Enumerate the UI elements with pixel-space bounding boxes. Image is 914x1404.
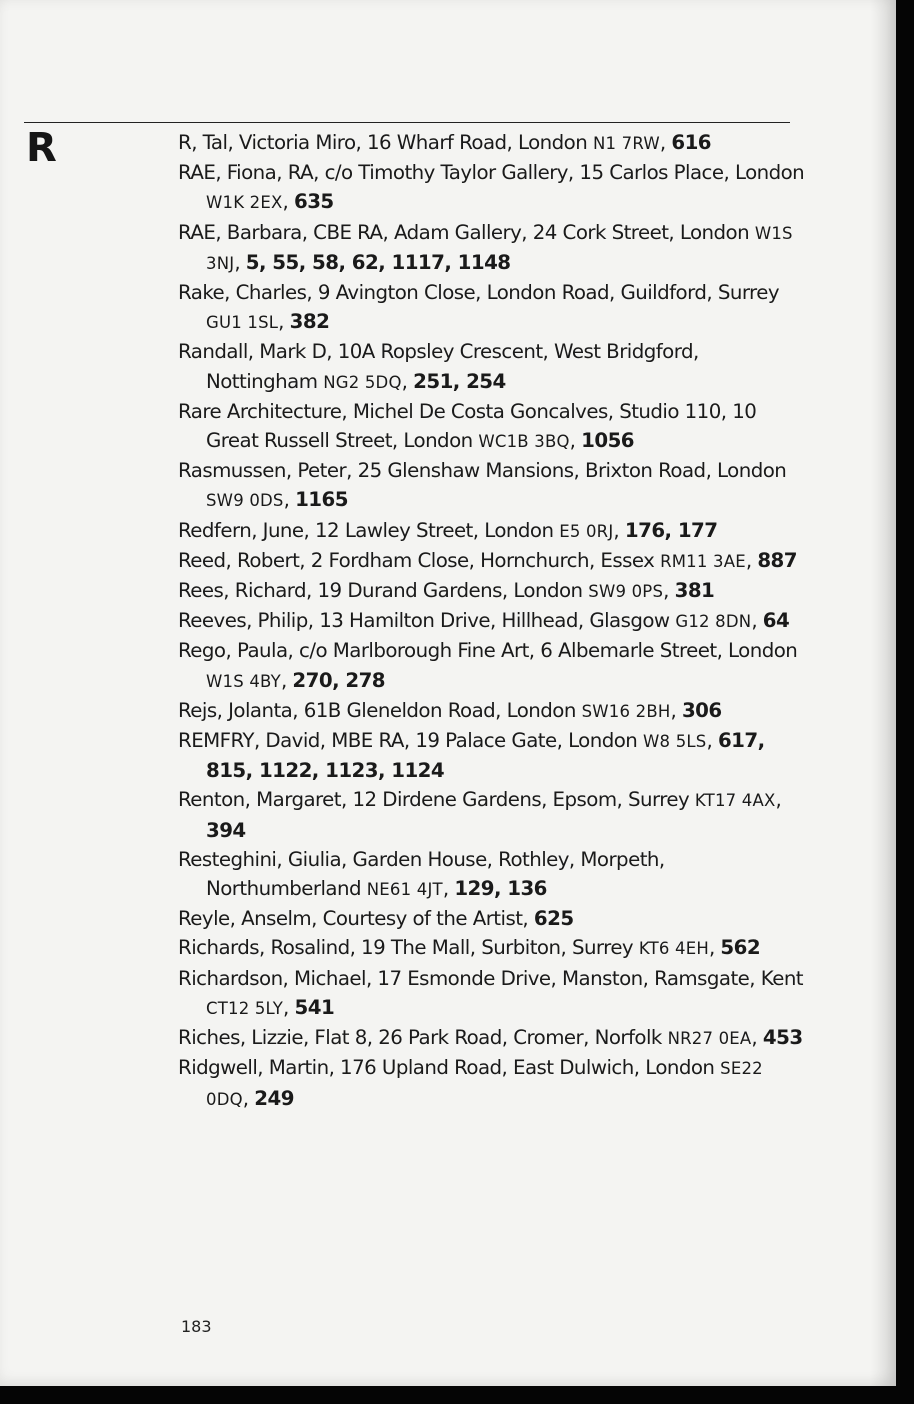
index-entry: R, Tal, Victoria Miro, 16 Wharf Road, London N1 7RW, 616 (178, 131, 712, 154)
index-entry: Reeves, Philip, 13 Hamilton Drive, Hillhead, Glasgow G12 8DN, 64 (178, 609, 790, 633)
entry-postcode: NR27 0EA (667, 1029, 752, 1049)
entry-pages: 625 (533, 907, 574, 931)
entry-text: R, Tal, Victoria Miro, 16 Wharf Road, London (178, 131, 588, 154)
entry-pages: 64 (762, 609, 790, 633)
entry-text: Reyle, Anselm, Courtesy of the Artist, (178, 907, 529, 931)
entry-text: Redfern, June, 12 Lawley Street, London (178, 518, 554, 542)
entry-pages: 453 (762, 1026, 803, 1050)
entry-pages: 394 (206, 818, 246, 842)
entry-pages: 617, 815, 1122, 1123, 1124 (206, 729, 765, 783)
entry-text: Riches, Lizzie, Flat 8, 26 Park Road, Cromer, Norfolk (178, 1026, 662, 1050)
entry-text: Reed, Robert, 2 Fordham Close, Hornchurch, Essex (178, 548, 655, 572)
entry-pages: 541 (294, 995, 335, 1019)
entry-pages: 381 (674, 579, 715, 603)
entry-postcode: G12 8DN (675, 612, 752, 632)
index-entry: Riches, Lizzie, Flat 8, 26 Park Road, Cromer, Norfolk NR27 0EA, 453 (178, 1026, 803, 1050)
entry-pages: 562 (720, 936, 761, 960)
entry-text: Renton, Margaret, 12 Dirdene Gardens, Epsom, Surrey (178, 788, 690, 812)
index-entry: Resteghini, Giulia, Garden House, Rothley, Morpeth, Northumberland NE61 4JT, 129, 136 (178, 847, 665, 901)
entry-text: Richardson, Michael, 17 Esmonde Drive, Manston, Ramsgate, Kent (178, 966, 804, 990)
entry-postcode: NE61 4JT (366, 880, 443, 900)
entry-text: Rasmussen, Peter, 25 Glenshaw Mansions, Brixton Road, London (178, 459, 787, 483)
entry-postcode: RM11 3AE (660, 551, 746, 571)
page-edge-shadow (870, 0, 896, 1386)
index-entry: REMFRY, David, MBE RA, 19 Palace Gate, London W8 5LS, 617, 815, 1122, 1123, 1124 (178, 729, 765, 783)
index-entries (178, 128, 808, 1114)
entry-text: Reeves, Philip, 13 Hamilton Drive, Hillhead, Glasgow (178, 609, 670, 633)
index-entry: Rasmussen, Peter, 25 Glenshaw Mansions, Brixton Road, London SW9 0DS, 1165 (178, 459, 787, 512)
entry-pages: 306 (681, 698, 722, 722)
index-entry: Randall, Mark D, 10A Ropsley Crescent, West Bridgford, Nottingham NG2 5DQ, 251, 254 (178, 340, 699, 393)
entry-pages: 176, 177 (624, 518, 718, 542)
entry-text: Rego, Paula, c/o Marlborough Fine Art, 6 Albemarle Street, London (178, 639, 798, 663)
index-entry: Rake, Charles, 9 Avington Close, London Road, Guildford, Surrey GU1 1SL, 382 (178, 281, 779, 334)
entry-postcode: W8 5LS (643, 732, 707, 752)
entry-pages: 270, 278 (292, 668, 386, 692)
index-entry: Reed, Robert, 2 Fordham Close, Hornchurch, Essex RM11 3AE, 887 (178, 548, 797, 572)
index-entry: Richards, Rosalind, 19 The Mall, Surbiton, Surrey KT6 4EH, 562 (178, 936, 761, 960)
entry-pages: 887 (757, 548, 797, 572)
entry-text: REMFRY, David, MBE RA, 19 Palace Gate, London (178, 729, 638, 753)
entry-text: RAE, Fiona, RA, c/o Timothy Taylor Gallery, 15 Carlos Place, London (178, 161, 805, 185)
index-entry: RAE, Fiona, RA, c/o Timothy Taylor Gallery, 15 Carlos Place, London W1K 2EX, 635 (178, 161, 805, 214)
entry-postcode: CT12 5LY (206, 998, 284, 1018)
entry-postcode: WC1B 3BQ (478, 432, 570, 452)
entry-postcode: N1 7RW (592, 134, 660, 153)
index-entry: Renton, Margaret, 12 Dirdene Gardens, Epsom, Surrey KT17 4AX, 394 (178, 788, 782, 842)
entry-postcode: KT6 4EH (638, 939, 709, 959)
entry-postcode: GU1 1SL (206, 313, 279, 333)
entry-postcode: W1K 2EX (206, 193, 283, 213)
index-entry (178, 904, 808, 933)
section-letter: R (26, 125, 57, 171)
index-entry: Rees, Richard, 19 Durand Gardens, London SW9 0PS, 381 (178, 579, 715, 603)
entry-pages: 249 (254, 1086, 294, 1110)
entry-postcode: SW9 0PS (588, 582, 664, 602)
index-entry: Richardson, Michael, 17 Esmonde Drive, Manston, Ramsgate, Kent CT12 5LY, 541 (178, 966, 804, 1019)
entry-text: Richards, Rosalind, 19 The Mall, Surbiton, Surrey (178, 936, 634, 960)
entry-text: Rake, Charles, 9 Avington Close, London Road, Guildford, Surrey (178, 281, 779, 305)
entry-text: Ridgwell, Martin, 176 Upland Road, East Dulwich, London (178, 1056, 715, 1080)
top-rule (24, 122, 790, 123)
entry-pages: 1165 (295, 488, 348, 512)
entry-postcode: KT17 4AX (694, 791, 776, 811)
index-entry: Rejs, Jolanta, 61B Gleneldon Road, London SW16 2BH, 306 (178, 698, 722, 722)
entry-postcode: W1S 3NJ (206, 223, 793, 273)
index-entry: Redfern, June, 12 Lawley Street, London E5 0RJ, 176, 177 (178, 518, 718, 542)
entry-pages: 1056 (581, 429, 635, 453)
entry-text: RAE, Barbara, CBE RA, Adam Gallery, 24 Cork Street, London (178, 220, 750, 244)
entry-text: Resteghini, Giulia, Garden House, Rothley, Morpeth, Northumberland (178, 847, 665, 901)
index-entry: Rare Architecture, Michel De Costa Goncalves, Studio 110, 10 Great Russell Street, London WC1B 3BQ, 1056 (178, 399, 757, 453)
entry-pages: 129, 136 (454, 877, 547, 901)
entry-pages: 251, 254 (413, 369, 506, 393)
entry-postcode: SW9 0DS (206, 491, 284, 511)
entry-text: Rejs, Jolanta, 61B Gleneldon Road, London (178, 698, 576, 722)
entry-text: Rare Architecture, Michel De Costa Goncalves, Studio 110, 10 Great Russell Street, London (178, 399, 757, 453)
entry-pages: 616 (671, 131, 712, 154)
entry-postcode: W1S 4BY (206, 671, 281, 691)
entry-postcode: E5 0RJ (559, 521, 614, 541)
entry-pages: 382 (289, 310, 330, 334)
entry-postcode: SW16 2BH (581, 701, 671, 721)
entry-pages: 5, 55, 58, 62, 1117, 1148 (245, 250, 511, 274)
entry-text: Rees, Richard, 19 Durand Gardens, London (178, 579, 583, 603)
index-entry: Rego, Paula, c/o Marlborough Fine Art, 6 Albemarle Street, London W1S 4BY, 270, 278 (178, 639, 798, 692)
index-entry: Ridgwell, Martin, 176 Upland Road, East Dulwich, London SE22 0DQ, 249 (178, 1056, 763, 1110)
entry-pages: 635 (294, 190, 334, 214)
entry-text: Randall, Mark D, 10A Ropsley Crescent, West Bridgford, Nottingham (178, 340, 699, 393)
page-number: 183 (181, 1317, 212, 1336)
index-entry: RAE, Barbara, CBE RA, Adam Gallery, 24 Cork Street, London W1S 3NJ, 5, 55, 58, 62, 1117, 1148 (178, 220, 793, 274)
entry-postcode: NG2 5DQ (323, 372, 402, 392)
entry-postcode: SE22 0DQ (206, 1059, 763, 1109)
